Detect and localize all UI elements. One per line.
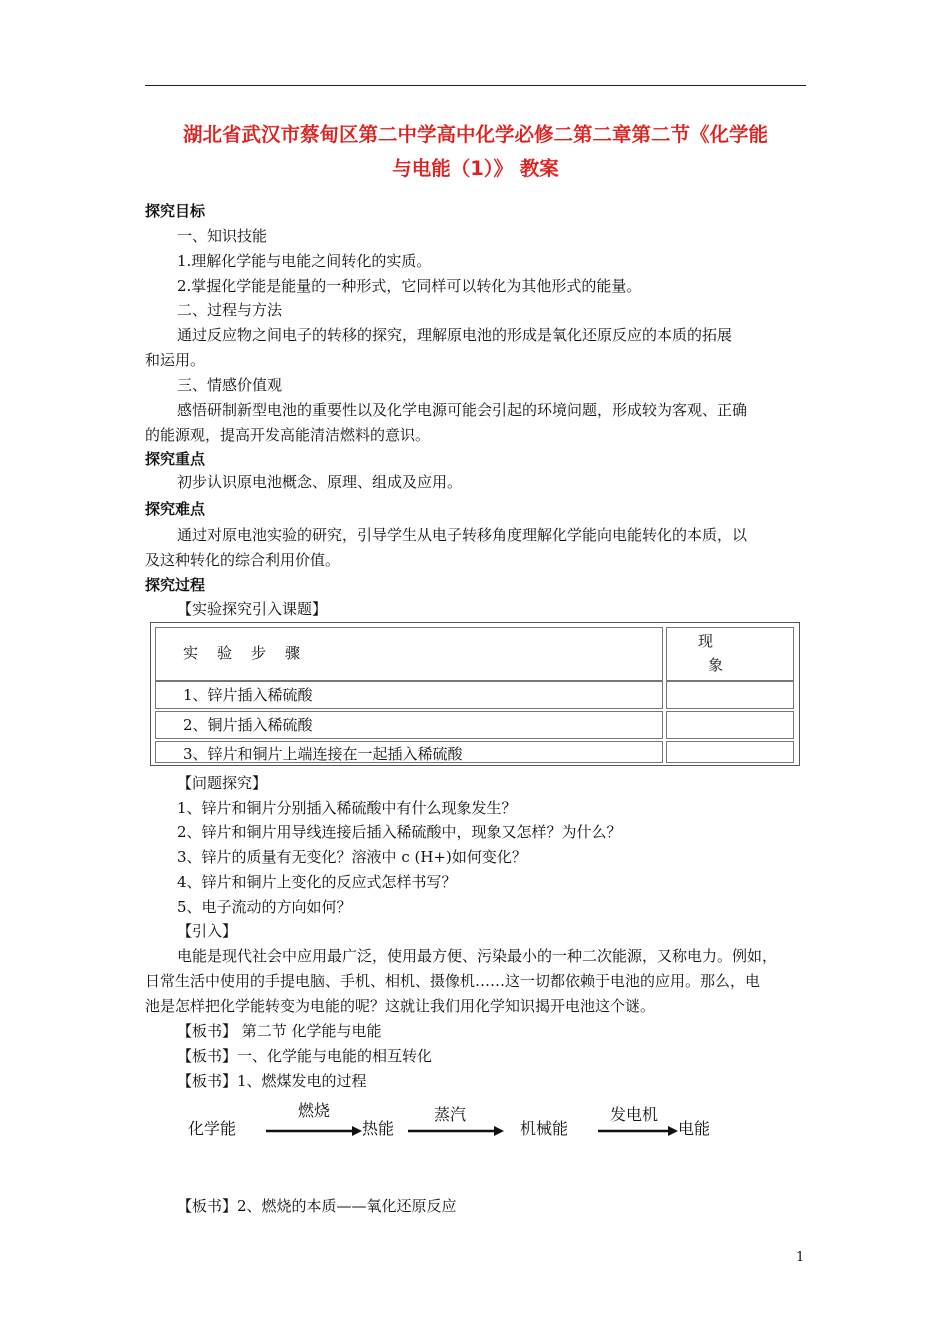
flow-arrow-label-steam: 蒸汽 bbox=[434, 1105, 467, 1124]
flow-arrow-2 bbox=[408, 1125, 504, 1137]
power-generation-flow-diagram bbox=[180, 1092, 740, 1152]
table-row-step-2: 2、铜片插入稀硫酸 bbox=[183, 716, 313, 734]
table-row-step-3: 3、锌片和铜片上端连接在一起插入稀硫酸 bbox=[183, 745, 463, 763]
emotion-text-2: 的能源观，提高开发高能清洁燃料的意识。 bbox=[145, 426, 431, 444]
board-note-3: 【板书】1、燃煤发电的过程 bbox=[177, 1072, 367, 1090]
emotion-text-1: 感悟研制新型电池的重要性以及化学电源可能会引起的环境问题，形成较为客观、正确 bbox=[177, 401, 748, 419]
table-row-step-1: 1、锌片插入稀硫酸 bbox=[183, 686, 313, 704]
flow-arrow-3 bbox=[598, 1125, 678, 1137]
question-4: 4、锌片和铜片上变化的反应式怎样书写？ bbox=[177, 873, 457, 891]
table-header-steps: 实 验 步 骤 bbox=[183, 644, 303, 662]
table-row-phenomenon-cell bbox=[666, 681, 794, 709]
process-method-text-1: 通过反应物之间电子的转移的探究，理解原电池的形成是氧化还原反应的本质的拓展 bbox=[177, 326, 733, 344]
table-header-phenomenon-2: 象 bbox=[708, 656, 724, 674]
title-line-2: 与电能（1）》 教案 bbox=[392, 157, 559, 180]
experiment-table bbox=[150, 622, 800, 766]
intro-text-2: 日常生活中使用的手提电脑、手机、相机、摄像机……这一切都依赖于电池的应用。那么，电 bbox=[145, 972, 761, 990]
flow-arrow-label-generator: 发电机 bbox=[610, 1105, 659, 1124]
key-points-heading: 探究重点 bbox=[145, 450, 206, 468]
process-heading: 探究过程 bbox=[145, 576, 206, 594]
document-title bbox=[145, 118, 806, 186]
intro-text-1: 电能是现代社会中应用最广泛，使用最方便、污染最小的一种二次能源，又称电力。例如， bbox=[177, 947, 778, 965]
questions-heading: 【问题探究】 bbox=[177, 774, 268, 792]
question-5: 5、电子流动的方向如何？ bbox=[177, 898, 352, 916]
question-3: 3、锌片的质量有无变化？溶液中 c (H+)如何变化？ bbox=[177, 848, 527, 866]
board-note-2: 【板书】一、化学能与电能的相互转化 bbox=[177, 1047, 433, 1065]
flow-node-chemical-energy: 化学能 bbox=[188, 1119, 237, 1138]
intro-text-3: 池是怎样把化学能转变为电能的呢？这就让我们用化学知识揭开电池这个谜。 bbox=[145, 997, 656, 1015]
flow-node-heat-energy: 热能 bbox=[362, 1119, 395, 1138]
flow-arrow-1 bbox=[266, 1125, 362, 1137]
knowledge-item-2: 2.掌握化学能是能量的一种形式，它同样可以转化为其他形式的能量。 bbox=[177, 277, 642, 295]
header-rule bbox=[145, 85, 806, 86]
knowledge-item-1: 1.理解化学能与电能之间转化的实质。 bbox=[177, 252, 432, 270]
question-2: 2、锌片和铜片用导线连接后插入稀硫酸中，现象又怎样？为什么？ bbox=[177, 823, 622, 841]
title-line-1: 湖北省武汉市蔡甸区第二中学高中化学必修二第二章第二节《化学能 bbox=[182, 123, 768, 146]
board-note-4: 【板书】2、燃烧的本质——氧化还原反应 bbox=[177, 1197, 457, 1215]
table-header-phenomenon-1: 现 bbox=[698, 632, 714, 650]
difficulties-text-1: 通过对原电池实验的研究，引导学生从电子转移角度理解化学能向电能转化的本质，以 bbox=[177, 526, 748, 544]
table-row-phenomenon-cell bbox=[666, 711, 794, 739]
flow-arrow-label-combustion: 燃烧 bbox=[298, 1101, 331, 1120]
question-1: 1、锌片和铜片分别插入稀硫酸中有什么现象发生？ bbox=[177, 799, 517, 817]
table-header-phenomenon-cell bbox=[666, 627, 794, 681]
flow-node-mechanical-energy: 机械能 bbox=[520, 1119, 569, 1138]
process-method-heading: 二、过程与方法 bbox=[177, 301, 283, 319]
page-number: 1 bbox=[796, 1250, 805, 1265]
key-points-text: 初步认识原电池概念、原理、组成及应用。 bbox=[177, 473, 463, 491]
goals-heading: 探究目标 bbox=[145, 202, 206, 220]
emotion-heading: 三、情感价值观 bbox=[177, 376, 283, 394]
board-note-1: 【板书】 第二节 化学能与电能 bbox=[177, 1022, 382, 1040]
difficulties-text-2: 及这种转化的综合利用价值。 bbox=[145, 551, 341, 569]
difficulties-heading: 探究难点 bbox=[145, 500, 206, 518]
experiment-intro: 【实验探究引入课题】 bbox=[177, 600, 328, 618]
process-method-text-2: 和运用。 bbox=[145, 351, 206, 369]
knowledge-heading: 一、知识技能 bbox=[177, 227, 268, 245]
intro-heading: 【引入】 bbox=[177, 922, 238, 940]
table-row-phenomenon-cell bbox=[666, 741, 794, 763]
flow-node-electric-energy: 电能 bbox=[678, 1119, 711, 1138]
